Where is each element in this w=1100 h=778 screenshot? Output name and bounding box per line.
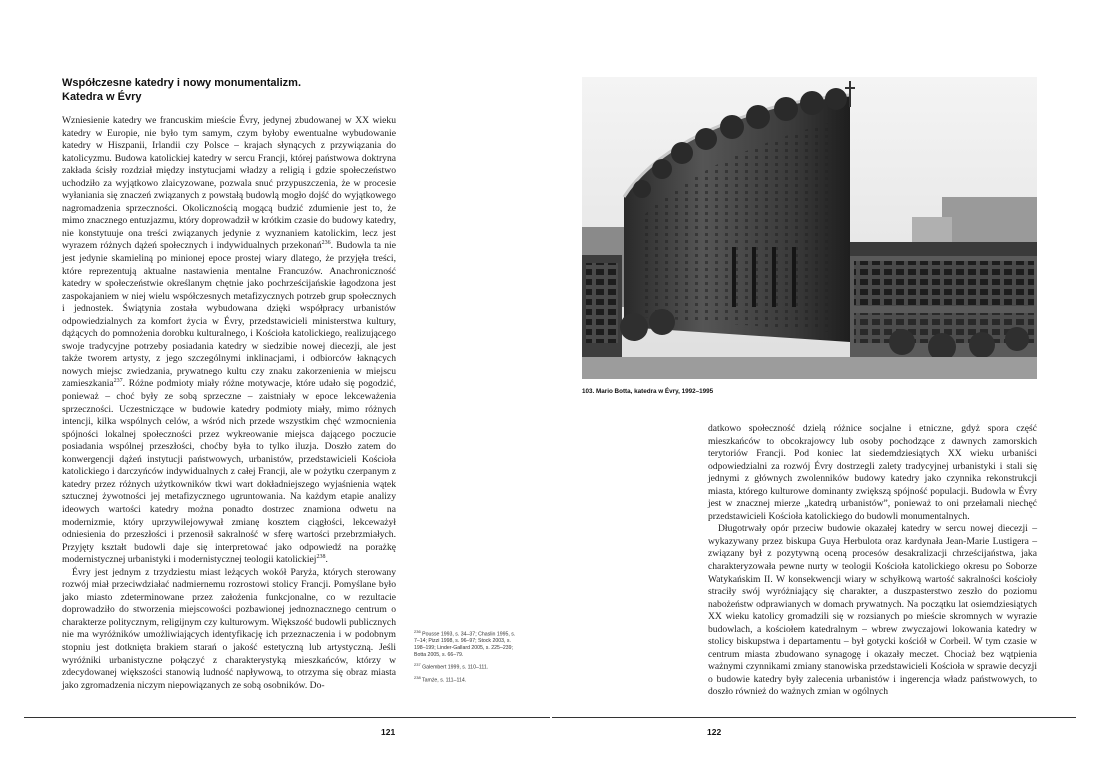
paragraph-text: Wzniesienie katedry we francuskim mieście Évry, jedynej zbudowanej w XX wieku katedry w Europie, nie było tym samym, czym byłoby ewentualne wybudowanie katedry w Hiszpanii, Irlandii czy Polsce – krajach słynących z przywiązania do katolicyzmu. Budowa katolickiej katedry w sercu Francji, której państwowa doktryna zakłada ścisły rozdział między instytucjami władzy a religią i gdzie społeczeństwo uchodziło za wyjątkowo zlaicyzowane, pozwala snuć przypuszczenia, że w procesie wyłaniania się znaczeń związanych z powstałą budowlą mogło dojść do wyjątkowego nagromadzenia sprzeczności. Okolicznością mogącą budzić zdumienie jest to, że mimo znacznego entuzjazmu, który doprowadził w krótkim czasie do budowy katedry, nie konstytuuje ona treści związanych jedynie z wyznaniem katolickim, lecz jest wyrazem różnych dążeń społecznych i indywidualnych przekonań: [62, 115, 396, 252]
paragraph-text: . Różne podmioty miały różne motywacje, które udało się pogodzić, ponieważ – choć były ze sobą sprzeczne – zaistniały w epoce lekceważenia sprzeczności. Uczestniczące w budowie katedry podmioty miały, mimo różnych intencji, kilka wspólnych celów, a wśród nich przede wszystkim chęć wzmocnienia spójności lokalnej społeczności przez wykreowanie miejsca dającego poczucie posiadania wspólnej przeszłości, choćby była to tylko iluzja. Doszło zatem do konwergencji dążeń instytucji państwowych, urbanistów, przedstawicieli Kościoła katolickiego i darczyńców indywidualnych z całej Francji, ale w pożytku czerpanym z katedry przez różnych użytkowników tkwi wart dokładniejszego wyjaśnienia wątek sztucznej żywotności jej metafizycznego ugruntowania. Na każdym etapie analizy ideowych wartości katedry można ponadto dostrzec znamiona odwetu na modernizmie, który uprzywilejowywał zmianę kosztem ciągłości, lekceważył odniesienia do przeszłości i przenosił sakralność w sferę wartości przebrzmiałych. Przyjęty kształt budowli daje się interpretować jako odpowiedź na porażkę modernistycznej urbanistyki i modernistycznej teologii katolickiej: [62, 378, 396, 566]
footnote: $^{237}$ Galembert 1999, s. 110–111.: [414, 662, 489, 671]
footnote-ref: 238: [316, 553, 326, 560]
page-number-left: 121: [381, 727, 396, 737]
footnote-ref: 237: [113, 378, 123, 385]
paragraph-text: .: [325, 554, 328, 566]
footnote-ref: 236: [321, 240, 331, 247]
section-heading: [62, 76, 392, 104]
paragraph: [62, 115, 396, 567]
page-number-right: 122: [707, 727, 722, 737]
footer-rule-right: [552, 717, 1076, 718]
footnotes: [414, 629, 522, 689]
paragraph-text: . Budowla ta nie jest jedynie skamieliną po minionej epoce prostej wiary dlatego, że przyjęła treści, które reprezentują aktualne nastawienia mentalne Francuzów. Anachroniczność katedry w społeczeństwie określanym chętnie jako pochrześcijańskie łagodzona jest zaspokajaniem w niej wielu współczesnych metafizycznych potrzeb grup społecznych i jednostek. Świątynia została wybudowana dzięki współpracy urbanistów odpowiedzialnych za komfort życia w Évry, przedstawicieli ministerstwa kultury, dążących do pomnożenia dorobku kulturalnego, i Kościoła katolickiego, realizującego swoje tradycyjne potrzeby posiadania katedry w siedzibie nowej diecezji, ale jest także tworem artysty, z jego szczególnymi inklinacjami, i odbiorców łaknących nowych miejsc zwiedzania, prywatnego kultu czy znaku zakorzenienia w miejscu zamieszkania: [62, 240, 396, 390]
heading-line-2: Katedra w Évry: [62, 91, 142, 103]
heading-line-1: Współczesne katedry i nowy monumentalizm.: [62, 77, 301, 89]
footnote: $^{238}$ Tamże, s. 111–114.: [414, 675, 467, 685]
left-body-text: [62, 115, 396, 692]
paragraph: Évry jest jednym z trzydziestu miast leżących wokół Paryża, których sterowany rozwój miał przeciwdziałać nadmiernemu rozrostowi stolicy Francji. Pomyślane było jako miasto zdeterminowane przez założenia funkcjonalne, co w rezultacie doprowadziło do stworzenia miejscowości pozbawionej jednoznacznego centrum o charakterze politycznym, religijnym czy kulturowym. Większość budowli publicznych nie ma wyróżników umożliwiających identyfikację ich przeznaczenia i w podobnym stopniu jest dotknięta brakiem starań o jakość estetyczną lub artystyczną. Jeśli wyróżniki urbanistyczne połączyć z charakterystyką mieszkańców, którzy w zdecydowanej większości stanowią ludność napływową, to otrzyma się obraz miasta jako zgromadzenia niczym niepowiązanych ze sobą osobników. Do-: [62, 566, 396, 691]
right-body-text: [708, 423, 1037, 699]
footer-rule-left: [24, 717, 550, 718]
footnote: $^{236}$ Pousse 1993, s. 34–37; Chaslin 1995, s. 7–14; Pizzi 1998, s. 96–97; Stock 2003, s. 198–199; Linder-Gallard 2005, s. 225–239; Botta 2005, s. 66–79.: [414, 629, 516, 658]
paragraph: Długotrwały opór przeciw budowie okazałej katedry w sercu nowej diecezji – wykazywany przez biskupa Guya Herbulota oraz kardynała Jean-Marie Lustigera – związany był z pozytywną oceną procesów desakralizacji chrześcijaństwa, jaka charakteryzowała pewne nurty w teologii Kościoła katolickiego okresu po Soborze Watykańskim II. W konsekwencji wiary w schyłkową wartość sakralności kościoły straciły swój wyróżniający się charakter, a duszpasterstwo zeszło do poziomu nabożeństw odprawianych w domach prywatnych. Na początku lat osiemdziesiątych XX wieku katolicy gromadzili się w rozsianych po mieście skromnych w wyrazie budowlach, a kościołem katedralnym – wbrew zwyczajowi lokowania katedry w stolicy biskupstwa i departamentu – był gotycki kościół w Corbeil. W tym czasie w centrum miasta zbudowano synagogę i okazały meczet. Chociaż bez wątpienia ważnymi czynnikami zmiany stanowiska przedstawicieli Kościoła w sprawie decyzji o budowie katedry były zalecenia urbanistów i ingerencja władz państwowych, to doszło również do ważnych zmian w ogólnych: [708, 523, 1037, 698]
paragraph: datkowo społeczność dzielą różnice socjalne i etniczne, gdyż spora część mieszkańców to obcokrajowcy lub osoby pochodzące z dawnych zamorskich terytoriów Francji. Pod koniec lat siedemdziesiątych XX wieku urbaniści odpowiedzialni za rozwój Évry dostrzegli zalety tradycyjnej urbanistyki i stali się jednymi z głównych zwolenników budowy katedry jako czynnika rekonstrukcji miasta, którego kulturowe dominanty zwiększą spójność populacji. Budowla w Évry jest w znacznej mierze „katedrą urbanistów”, ponieważ to oni przełamali niechęć przedstawicieli Kościoła katolickiego do budowli monumentalnych.: [708, 423, 1037, 522]
photo-caption: 103. Mario Botta, katedra w Évry, 1992–1995: [582, 388, 714, 395]
cathedral-photo: [582, 77, 1037, 379]
